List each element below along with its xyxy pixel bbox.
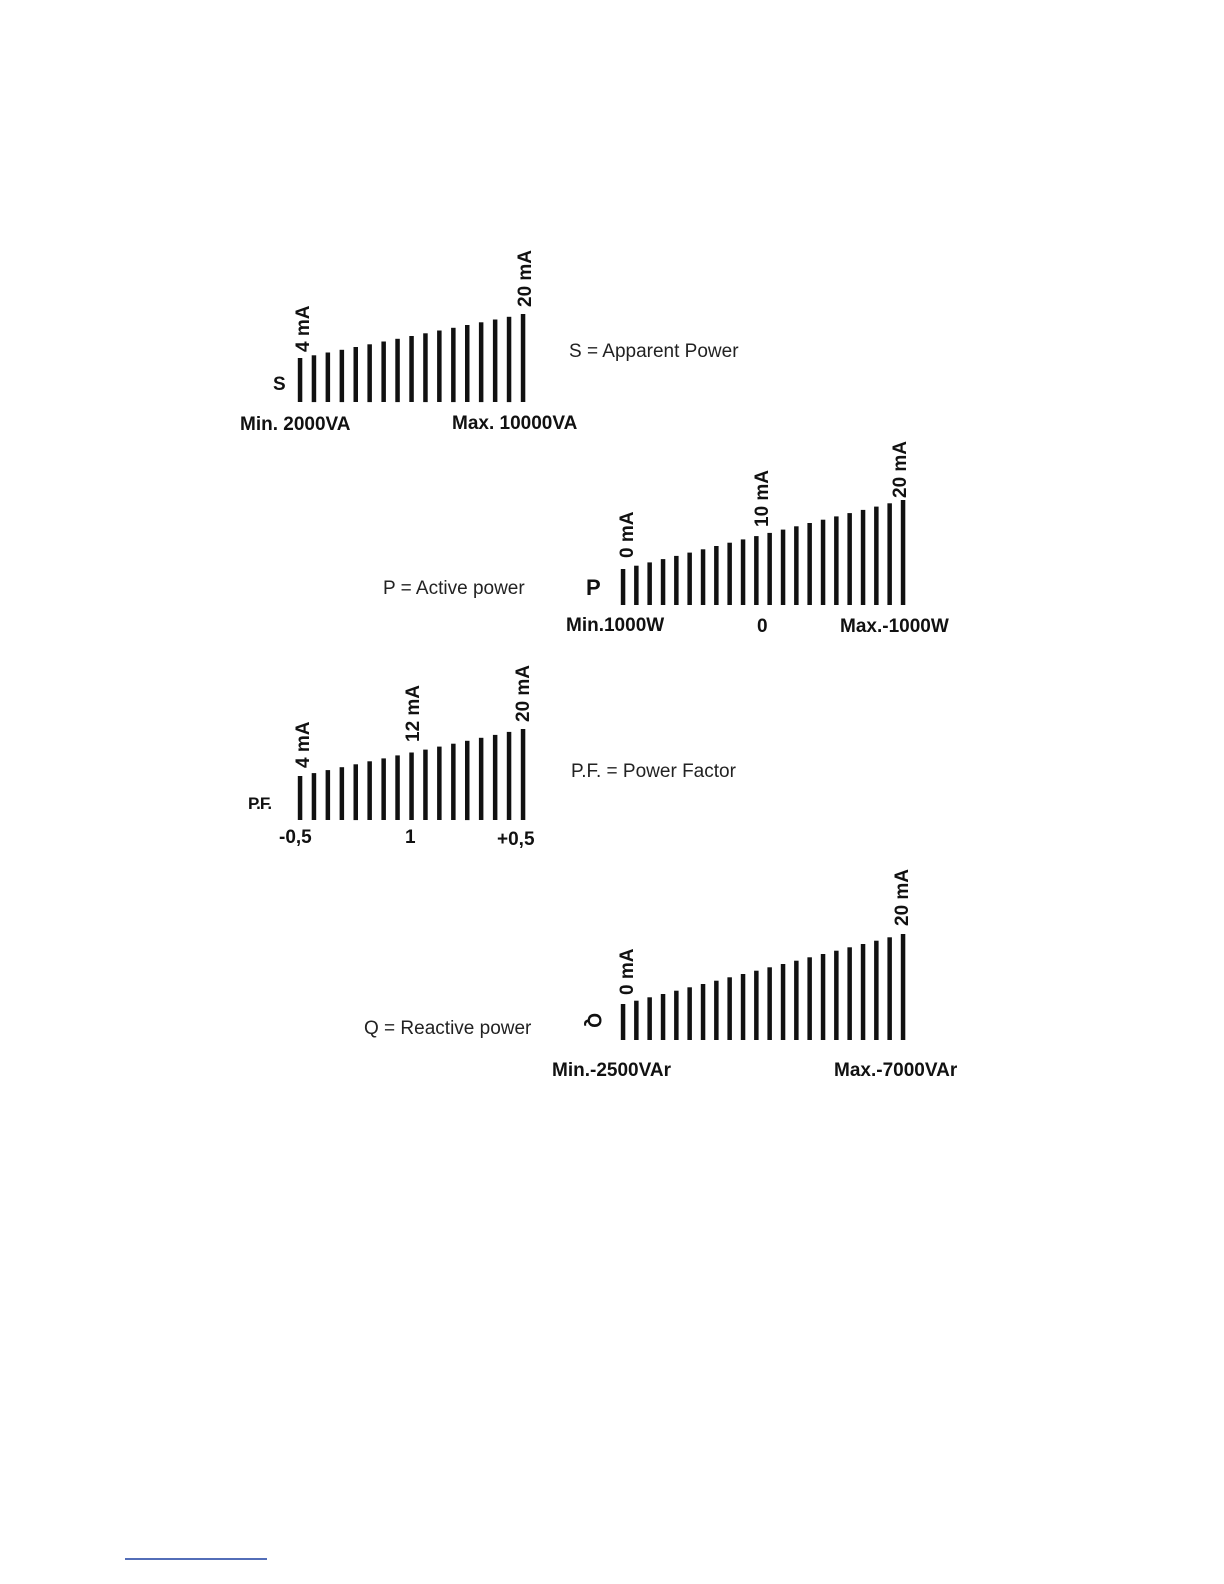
description-power-factor: P.F. = Power Factor <box>571 761 736 782</box>
description-active-power: P = Active power <box>383 578 525 599</box>
bar-segment <box>901 500 906 605</box>
bar-segment <box>701 549 706 605</box>
bar-segment <box>437 747 442 820</box>
bar-segment <box>437 331 442 403</box>
bar-segment <box>647 562 652 605</box>
bar-segment <box>298 776 303 820</box>
scale-max-label: Max.-1000W <box>840 616 949 637</box>
bar-segment <box>701 984 706 1040</box>
bar-segment <box>714 981 719 1040</box>
bar-segment <box>887 503 892 605</box>
bar-segment <box>767 533 772 605</box>
bar-graph-apparent-power <box>298 314 526 402</box>
diagram-apparent-power <box>240 250 739 435</box>
bar-segment <box>861 510 866 605</box>
bar-segment <box>727 977 732 1040</box>
bar-segment <box>874 507 879 605</box>
bar-segment <box>312 773 317 820</box>
bar-segment <box>634 1001 639 1040</box>
bar-segment <box>465 325 470 402</box>
ma-label-20: 20 mA <box>890 440 911 498</box>
bar-segment <box>354 764 359 820</box>
bar-segment <box>727 543 732 605</box>
bar-segment <box>409 753 414 821</box>
bar-segment <box>687 553 692 605</box>
bar-segment <box>451 744 456 820</box>
bar-segment <box>754 971 759 1040</box>
bar-segment <box>794 526 799 605</box>
bar-segment <box>861 944 866 1040</box>
bar-segment <box>621 1004 626 1040</box>
scale-max-label: Max. 10000VA <box>452 413 578 434</box>
scale-max-label: Max.-7000VAr <box>834 1060 958 1081</box>
bar-segment <box>794 961 799 1040</box>
bar-segment <box>326 353 331 403</box>
bar-segment <box>493 735 498 820</box>
bar-segment <box>781 964 786 1040</box>
scale-mid-label: 1 <box>405 827 416 848</box>
symbol-q: Q <box>583 1013 604 1028</box>
bar-segment <box>661 559 666 605</box>
description-reactive-power: Q = Reactive power <box>364 1018 532 1039</box>
bar-segment <box>874 941 879 1040</box>
diagram-power-factor <box>248 665 737 850</box>
bar-segment <box>465 741 470 820</box>
bar-segment <box>493 320 498 403</box>
bar-segment <box>340 350 345 402</box>
bar-segment <box>423 750 428 820</box>
ma-label-0: 0 mA <box>617 948 638 995</box>
symbol-pf: P.F. <box>248 794 272 813</box>
bar-segment <box>807 523 812 605</box>
bar-segment <box>521 314 526 402</box>
scale-min-label: Min. 2000VA <box>240 414 351 435</box>
diagram-active-power <box>383 441 949 637</box>
bar-segment <box>887 937 892 1040</box>
bar-segment <box>621 569 626 605</box>
bar-segment <box>367 761 372 820</box>
ma-label-4: 4 mA <box>293 305 314 352</box>
bar-segment <box>326 770 331 820</box>
bar-segment <box>381 342 386 403</box>
bar-segment <box>741 539 746 605</box>
bar-segment <box>821 954 826 1040</box>
ma-label-20: 20 mA <box>513 664 534 722</box>
bar-segment <box>847 513 852 605</box>
ma-label-12: 12 mA <box>403 684 424 742</box>
bar-segment <box>781 530 786 605</box>
bar-segment <box>395 339 400 402</box>
bar-graph-reactive-power <box>621 934 906 1040</box>
bar-segment <box>634 566 639 605</box>
scale-min-label: Min.1000W <box>566 615 665 636</box>
bar-segment <box>507 317 512 402</box>
bar-segment <box>674 991 679 1040</box>
scale-min-label: Min.-2500VAr <box>552 1060 671 1081</box>
symbol-s: S <box>273 374 286 395</box>
bar-segment <box>312 355 317 402</box>
bar-segment <box>381 758 386 820</box>
ma-label-20: 20 mA <box>892 868 913 926</box>
description-apparent-power: S = Apparent Power <box>569 341 739 362</box>
bar-segment <box>354 347 359 402</box>
scale-max-label: +0,5 <box>497 829 535 850</box>
bar-segment <box>395 755 400 820</box>
bar-segment <box>340 767 345 820</box>
bar-segment <box>834 951 839 1040</box>
bar-segment <box>714 546 719 605</box>
bar-segment <box>521 729 526 820</box>
scale-mid-label: 0 <box>757 616 768 637</box>
bar-segment <box>479 738 484 820</box>
bar-segment <box>451 328 456 402</box>
symbol-p: P <box>586 575 601 600</box>
bar-segment <box>687 987 692 1040</box>
bar-segment <box>674 556 679 605</box>
bar-segment <box>754 536 759 605</box>
diagram-reactive-power <box>364 869 958 1081</box>
bar-segment <box>807 957 812 1040</box>
bar-segment <box>367 344 372 402</box>
bar-segment <box>821 520 826 605</box>
ma-label-20: 20 mA <box>515 249 536 307</box>
scale-min-label: -0,5 <box>279 827 312 848</box>
ma-label-0: 0 mA <box>617 511 638 558</box>
bar-segment <box>767 967 772 1040</box>
ma-label-4: 4 mA <box>293 721 314 768</box>
bar-segment <box>507 732 512 820</box>
bar-segment <box>409 336 414 402</box>
bar-segment <box>298 358 303 402</box>
ma-label-10: 10 mA <box>752 469 773 527</box>
bar-segment <box>741 974 746 1040</box>
bar-segment <box>847 947 852 1040</box>
bar-segment <box>661 994 666 1040</box>
bar-segment <box>423 333 428 402</box>
bar-segment <box>901 934 906 1040</box>
bar-segment <box>647 997 652 1040</box>
bar-segment <box>479 322 484 402</box>
bar-segment <box>834 516 839 605</box>
